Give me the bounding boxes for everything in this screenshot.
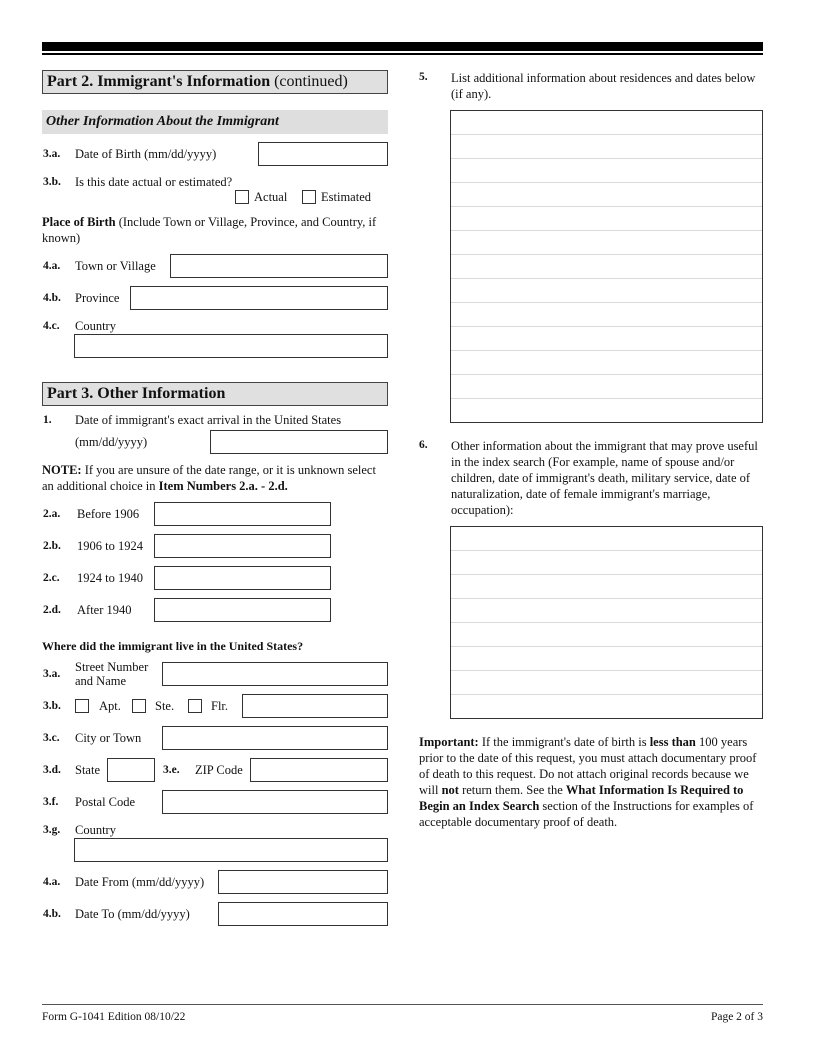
top-rule-thick — [42, 42, 763, 51]
date-from-label: Date From (mm/dd/yyyy) — [75, 875, 205, 889]
q4a-number: 4.a. — [43, 260, 61, 272]
state-input[interactable] — [107, 758, 155, 782]
country-input[interactable] — [74, 334, 388, 358]
flr-label: Flr. — [211, 699, 229, 713]
q3d-number: 3.d. — [43, 764, 61, 776]
street-label: Street Number and Name — [75, 660, 149, 688]
q1-number: 1. — [43, 414, 52, 426]
part3-header: Part 3. Other Information — [42, 382, 388, 406]
postal-label: Postal Code — [75, 795, 136, 809]
province-input[interactable] — [130, 286, 388, 310]
unit-number-input[interactable] — [242, 694, 388, 718]
q2b-number: 2.b. — [43, 540, 61, 552]
q4b-number-p3: 4.b. — [43, 908, 61, 920]
1906-1924-input[interactable] — [154, 534, 331, 558]
form-edition: Form G-1041 Edition 08/10/22 — [42, 1011, 186, 1023]
q5-label: List additional information about residences and dates below (if any). — [451, 71, 756, 101]
footer-rule — [42, 1004, 763, 1005]
before-1906-input[interactable] — [154, 502, 331, 526]
q2a-number: 2.a. — [43, 508, 61, 520]
apt-checkbox[interactable] — [75, 699, 89, 713]
arrival-date-input[interactable] — [210, 430, 388, 454]
q3e-number: 3.e. — [163, 764, 180, 776]
country-label: Country — [75, 319, 116, 333]
place-of-birth-heading: Place of Birth (Include Town or Village, Province, and Country, if known) — [42, 215, 377, 245]
q6-label: Other information about the immigrant that may prove useful in the index search (For example, name of spouse and/or children, date of immigrant's death, military service, date of naturalization, date of female immigrant's marriage, occupation): — [451, 439, 758, 517]
q5-number: 5. — [419, 71, 428, 83]
q4c-number: 4.c. — [43, 320, 60, 332]
before-1906-label: Before 1906 — [77, 507, 140, 521]
date-to-input[interactable] — [218, 902, 388, 926]
dob-input[interactable] — [258, 142, 388, 166]
q4a-number-p3: 4.a. — [43, 876, 61, 888]
1924-1940-label: 1924 to 1940 — [77, 571, 143, 585]
q3f-number: 3.f. — [43, 796, 59, 808]
part2-title: Part 2. Immigrant's Information — [47, 73, 271, 90]
country-label-p3: Country — [75, 823, 116, 837]
street-input[interactable] — [162, 662, 388, 686]
top-rule-thin — [42, 53, 763, 55]
ste-checkbox[interactable] — [132, 699, 146, 713]
part2-header — [42, 70, 388, 94]
estimated-checkbox[interactable] — [302, 190, 316, 204]
arrival-label: Date of immigrant's exact arrival in the United States — [75, 413, 342, 427]
other-info-subheader: Other Information About the Immigrant — [42, 110, 388, 134]
zip-input[interactable] — [250, 758, 388, 782]
q6-number: 6. — [419, 439, 428, 451]
note: NOTE: If you are unsure of the date range, or it is unknown select an additional choice in Item Numbers 2.a. - 2.d. — [42, 463, 376, 493]
q2c-number: 2.c. — [43, 572, 60, 584]
important-notice: Important: If the immigrant's date of birth is less than 100 years prior to the date of this request, you must attach documentary proof of death to this request. Do not attach original records because we will not return them. See the What Information Is Required to Begin an Index Search section of the Instructions for examples of acceptable documentary proof of death. — [419, 735, 757, 829]
city-label: City or Town — [75, 731, 142, 745]
apt-label: Apt. — [99, 699, 121, 713]
other-info-textarea[interactable] — [450, 526, 763, 719]
dob-actual-estimated-label: Is this date actual or estimated? — [75, 175, 233, 189]
actual-checkbox[interactable] — [235, 190, 249, 204]
1924-1940-input[interactable] — [154, 566, 331, 590]
town-label: Town or Village — [75, 259, 156, 273]
q3a-number: 3.a. — [43, 148, 61, 160]
q3b-number: 3.b. — [43, 176, 61, 188]
q2d-number: 2.d. — [43, 604, 61, 616]
residences-textarea[interactable] — [450, 110, 763, 423]
date-from-input[interactable] — [218, 870, 388, 894]
country-input-p3[interactable] — [74, 838, 388, 862]
dob-label: Date of Birth (mm/dd/yyyy) — [75, 147, 217, 161]
q3a-number-p3: 3.a. — [43, 668, 61, 680]
1906-1924-label: 1906 to 1924 — [77, 539, 143, 553]
part2-continued: (continued) — [274, 73, 348, 90]
flr-checkbox[interactable] — [188, 699, 202, 713]
estimated-label: Estimated — [321, 190, 371, 204]
q3g-number: 3.g. — [43, 824, 61, 836]
ste-label: Ste. — [155, 699, 175, 713]
province-label: Province — [75, 291, 120, 305]
page-number: Page 2 of 3 — [710, 1011, 763, 1023]
town-input[interactable] — [170, 254, 388, 278]
actual-label: Actual — [254, 190, 288, 204]
zip-label: ZIP Code — [195, 763, 243, 777]
q3b-number-p3: 3.b. — [43, 700, 61, 712]
state-label: State — [75, 763, 100, 777]
after-1940-input[interactable] — [154, 598, 331, 622]
city-input[interactable] — [162, 726, 388, 750]
where-heading: Where did the immigrant live in the United States? — [42, 639, 304, 653]
postal-input[interactable] — [162, 790, 388, 814]
arrival-format: (mm/dd/yyyy) — [75, 435, 148, 449]
after-1940-label: After 1940 — [77, 603, 132, 617]
date-to-label: Date To (mm/dd/yyyy) — [75, 907, 190, 921]
q3c-number: 3.c. — [43, 732, 60, 744]
q4b-number: 4.b. — [43, 292, 61, 304]
